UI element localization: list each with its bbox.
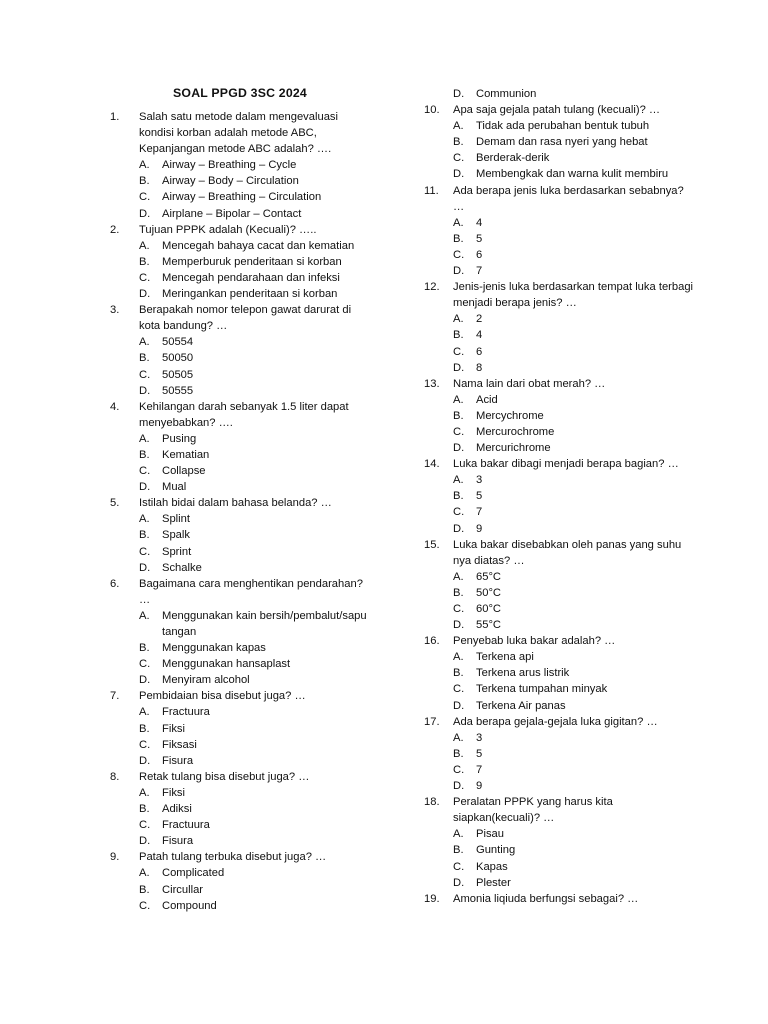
answer-option [110, 206, 370, 222]
question-item [110, 302, 370, 399]
option-letter: A. [453, 393, 464, 406]
option-letter: D. [453, 88, 465, 100]
question-item [424, 633, 694, 713]
option-text: Pusing [162, 432, 197, 445]
option-text: Mercurichrome [476, 442, 551, 455]
option-letter: C. [139, 899, 151, 912]
question-number: 14. [424, 458, 440, 471]
option-letter: D. [453, 442, 465, 455]
option-text: Adiksi [162, 803, 192, 816]
option-text: Terkena arus listrik [476, 667, 570, 680]
answer-option [110, 286, 370, 302]
option-text: 9 [476, 522, 483, 535]
document-title: SOAL PPGD 3SC 2024 [173, 86, 307, 100]
question-number: 3. [110, 304, 120, 317]
answer-option [424, 842, 694, 858]
answer-option [110, 254, 370, 270]
option-text: Pisau [476, 828, 504, 841]
answer-option [424, 360, 694, 376]
option-text: Airplane – Bipolar – Contact [162, 207, 302, 220]
option-letter: B. [453, 844, 464, 857]
answer-option [110, 511, 370, 527]
option-letter: C. [139, 738, 151, 751]
option-text: 7 [476, 265, 483, 278]
option-text: 50505 [162, 368, 194, 381]
option-text: Tidak ada perubahan bentuk tubuh [476, 120, 650, 133]
option-text: Meringankan penderitaan si korban [162, 288, 338, 301]
answer-option [424, 521, 694, 537]
option-text: 4 [476, 329, 483, 342]
question-number: 11. [424, 184, 439, 197]
question-item [110, 109, 370, 222]
question-stem [110, 109, 370, 157]
option-letter: D. [453, 876, 465, 889]
question-stem [424, 537, 694, 569]
answer-option [424, 875, 694, 891]
question-text: Nama lain dari obat merah? … [453, 377, 606, 390]
question-item [110, 688, 370, 768]
option-text: Terkena Air panas [476, 699, 566, 712]
question-text: Apa saja gejala patah tulang (kecuali)? … [453, 104, 661, 117]
option-letter: A. [453, 313, 464, 326]
answer-option [424, 601, 694, 617]
question-number: 6. [110, 577, 120, 590]
option-text: 50050 [162, 352, 194, 365]
option-text: 8 [476, 361, 483, 374]
question-number: 2. [110, 223, 120, 236]
answer-option [110, 238, 370, 254]
option-letter: A. [139, 336, 150, 349]
option-letter: A. [453, 216, 464, 229]
option-letter: D. [139, 481, 151, 494]
option-letter: C. [453, 860, 465, 873]
question-stem [424, 794, 694, 826]
question-stem [424, 279, 694, 311]
option-letter: C. [453, 763, 465, 776]
option-text: Terkena api [476, 651, 534, 664]
question-text: Ada berapa jenis luka berdasarkan sebabnya? … [453, 184, 684, 213]
option-letter: A. [453, 570, 464, 583]
option-letter: B. [453, 136, 464, 149]
option-letter: C. [453, 152, 465, 165]
question-text: Penyebab luka bakar adalah? … [453, 635, 616, 648]
option-letter: C. [453, 506, 465, 519]
answer-option [110, 334, 370, 350]
question-stem [424, 891, 694, 907]
option-text: Kematian [162, 448, 210, 461]
answer-option [424, 263, 694, 279]
answer-option [424, 504, 694, 520]
answer-option [110, 544, 370, 560]
option-text: Menyiram alcohol [162, 674, 250, 687]
answer-option [424, 150, 694, 166]
answer-option [110, 656, 370, 672]
answer-option [424, 488, 694, 504]
question-text: Luka bakar disebabkan oleh panas yang suhu nya diatas? … [453, 538, 682, 567]
answer-option [110, 704, 370, 720]
question-stem [110, 769, 370, 785]
question-item [110, 576, 370, 689]
option-text: Memperburuk penderitaan si korban [162, 255, 342, 268]
question-stem [424, 102, 694, 118]
option-letter: C. [453, 345, 465, 358]
answer-option [110, 157, 370, 173]
answer-option [110, 350, 370, 366]
question-stem [110, 576, 370, 608]
question-item [110, 849, 370, 913]
option-text: 6 [476, 248, 483, 261]
answer-option [110, 817, 370, 833]
question-number: 15. [424, 538, 440, 551]
option-text: Demam dan rasa nyeri yang hebat [476, 136, 648, 149]
answer-option [424, 392, 694, 408]
answer-option [110, 737, 370, 753]
option-text: Complicated [162, 867, 225, 880]
question-stem [110, 399, 370, 431]
option-letter: B. [139, 255, 150, 268]
question-item [424, 714, 694, 794]
question-number: 19. [424, 892, 440, 905]
option-letter: C. [139, 545, 151, 558]
option-text: Compound [162, 899, 217, 912]
option-text: Fisura [162, 754, 194, 767]
answer-option [110, 753, 370, 769]
question-number: 5. [110, 497, 120, 510]
answer-option [110, 367, 370, 383]
option-letter: B. [139, 448, 150, 461]
question-text: Luka bakar dibagi menjadi berapa bagian? … [453, 458, 679, 471]
option-text: Fractuura [162, 819, 210, 832]
answer-option [110, 431, 370, 447]
option-letter: B. [453, 232, 464, 245]
option-text: Acid [476, 393, 498, 406]
answer-option [424, 730, 694, 746]
option-letter: C. [139, 271, 151, 284]
option-text: 4 [476, 216, 483, 229]
option-letter: A. [139, 239, 150, 252]
answer-option [424, 408, 694, 424]
option-letter: C. [139, 465, 151, 478]
option-text: Circullar [162, 883, 204, 896]
answer-option [110, 882, 370, 898]
option-letter: D. [139, 561, 151, 574]
answer-option [424, 569, 694, 585]
question-stem [424, 183, 694, 215]
option-text: Fiksi [162, 786, 185, 799]
answer-option [110, 383, 370, 399]
option-letter: A. [139, 432, 150, 445]
question-stem [424, 714, 694, 730]
option-text: Plester [476, 876, 511, 889]
option-letter: D. [453, 619, 465, 632]
question-text: Istilah bidai dalam bahasa belanda? … [139, 497, 332, 510]
answer-option [424, 617, 694, 633]
option-letter: A. [453, 731, 464, 744]
option-text: 6 [476, 345, 483, 358]
answer-option [424, 86, 694, 102]
question-stem [110, 495, 370, 511]
option-text: Airway – Breathing – Circulation [162, 191, 322, 204]
option-text: 50554 [162, 336, 194, 349]
option-letter: A. [139, 786, 150, 799]
option-text: Menggunakan kain bersih/pembalut/sapu tangan [162, 609, 367, 638]
answer-option [110, 463, 370, 479]
answer-option [424, 134, 694, 150]
question-item [424, 794, 694, 891]
option-letter: C. [139, 819, 151, 832]
option-letter: A. [453, 120, 464, 133]
option-letter: B. [139, 883, 150, 896]
option-text: Berderak-derik [476, 152, 550, 165]
option-letter: B. [139, 803, 150, 816]
answer-option [110, 270, 370, 286]
answer-option [424, 859, 694, 875]
answer-option [110, 479, 370, 495]
left-column [110, 86, 370, 914]
answer-option [424, 778, 694, 794]
answer-option [424, 746, 694, 762]
question-number: 7. [110, 690, 120, 703]
option-letter: D. [139, 674, 151, 687]
option-letter: C. [453, 603, 465, 615]
answer-option [424, 424, 694, 440]
option-text: 5 [476, 490, 483, 503]
option-text: 5 [476, 747, 483, 760]
answer-option [424, 311, 694, 327]
option-letter: C. [139, 191, 151, 204]
option-text: Sprint [162, 545, 192, 558]
answer-option [110, 865, 370, 881]
option-text: 5 [476, 232, 483, 245]
option-text: 7 [476, 763, 483, 776]
answer-option [424, 585, 694, 601]
question-item [424, 279, 694, 376]
option-text: 3 [476, 731, 483, 744]
option-letter: D. [139, 207, 151, 220]
question-number: 13. [424, 377, 440, 390]
question-text: Ada berapa gejala-gejala luka gigitan? … [453, 715, 658, 728]
answer-option [424, 665, 694, 681]
option-letter: B. [453, 409, 464, 422]
answer-option [424, 440, 694, 456]
answer-option [110, 721, 370, 737]
answer-option [424, 681, 694, 697]
answer-option [110, 672, 370, 688]
question-stem [424, 456, 694, 472]
option-text: Menggunakan hansaplast [162, 658, 291, 671]
option-letter: D. [453, 265, 465, 278]
question-text: Berapakah nomor telepon gawat darurat di kota bandung? … [139, 304, 352, 333]
answer-option [110, 189, 370, 205]
question-text: Peralatan PPPK yang harus kita siapkan(kecuali)? … [453, 796, 613, 825]
option-text: 2 [476, 313, 483, 326]
option-letter: C. [453, 248, 465, 261]
question-item [424, 102, 694, 182]
answer-option [110, 833, 370, 849]
answer-option [110, 640, 370, 656]
answer-option [424, 166, 694, 182]
option-letter: D. [139, 754, 151, 767]
question-text: Amonia liqiuda berfungsi sebagai? … [453, 892, 639, 905]
answer-option [424, 247, 694, 263]
option-text: Fractuura [162, 706, 210, 719]
answer-option [424, 698, 694, 714]
option-letter: D. [139, 288, 151, 301]
option-text: Collapse [162, 465, 206, 478]
option-letter: C. [139, 368, 151, 381]
option-letter: C. [453, 683, 465, 696]
option-text: Airway – Body – Circulation [162, 175, 299, 188]
question-number: 10. [424, 104, 440, 117]
option-letter: B. [139, 175, 150, 188]
option-text: Kapas [476, 860, 508, 873]
question-text: Kehilangan darah sebanyak 1.5 liter dapat menyebabkan? …. [139, 400, 349, 429]
option-letter: B. [453, 586, 464, 599]
question-text: Tujuan PPPK adalah (Kecuali)? ….. [139, 223, 317, 236]
option-letter: C. [453, 425, 465, 438]
option-letter: A. [453, 828, 464, 841]
option-letter: A. [453, 474, 464, 487]
question-number: 1. [110, 111, 120, 123]
question-number: 12. [424, 281, 440, 294]
option-text: Mercurochrome [476, 425, 555, 438]
option-text: Mercychrome [476, 409, 544, 422]
question-text: Bagaimana cara menghentikan pendarahan? … [139, 577, 363, 606]
question-number: 18. [424, 796, 440, 809]
question-text: Pembidaian bisa disebut juga? … [139, 690, 306, 703]
option-letter: B. [453, 747, 464, 760]
question-item [110, 769, 370, 849]
option-letter: D. [453, 780, 465, 793]
answer-option [110, 527, 370, 543]
option-letter: B. [453, 667, 464, 680]
question-text: Patah tulang terbuka disebut juga? … [139, 851, 327, 864]
question-item [424, 183, 694, 280]
question-item [424, 376, 694, 456]
option-text: Airway – Breathing – Cycle [162, 159, 297, 172]
question-number: 17. [424, 715, 440, 728]
option-text: Communion [476, 88, 537, 100]
option-text: Mencegah pendarahaan dan infeksi [162, 271, 340, 284]
answer-option [424, 231, 694, 247]
option-text: Fisura [162, 835, 194, 848]
question-item [110, 399, 370, 496]
option-letter: B. [139, 722, 150, 735]
option-letter: A. [139, 706, 150, 719]
right-question-list [424, 102, 694, 907]
option-text: Gunting [476, 844, 516, 857]
option-text: Membengkak dan warna kulit membiru [476, 168, 669, 181]
option-letter: D. [453, 699, 465, 712]
question-number: 4. [110, 400, 120, 413]
option-letter: A. [139, 609, 150, 622]
option-text: 60°C [476, 603, 501, 615]
option-letter: A. [139, 867, 150, 880]
option-letter: D. [453, 168, 465, 181]
left-question-list [110, 109, 370, 914]
question-item [424, 891, 694, 907]
answer-option [424, 327, 694, 343]
answer-option [424, 649, 694, 665]
question-stem [110, 688, 370, 704]
option-letter: B. [139, 642, 150, 655]
answer-option [110, 898, 370, 914]
question-item [424, 456, 694, 536]
question-text: Salah satu metode dalam mengevaluasi kondisi korban adalah metode ABC, Kepanjangan metode ABC adalah? …. [139, 111, 339, 156]
answer-option [110, 801, 370, 817]
answer-option [110, 785, 370, 801]
option-letter: B. [139, 352, 150, 365]
option-text: Schalke [162, 561, 202, 574]
question-stem [424, 633, 694, 649]
question-number: 9. [110, 851, 120, 864]
answer-option [424, 118, 694, 134]
option-text: 65°C [476, 570, 501, 583]
answer-option [424, 215, 694, 231]
option-letter: A. [139, 159, 150, 172]
question-text: Retak tulang bisa disebut juga? … [139, 770, 310, 783]
option-text: Fiksi [162, 722, 185, 735]
option-letter: B. [453, 490, 464, 503]
answer-option [424, 344, 694, 360]
question-item [110, 222, 370, 302]
answer-option [424, 472, 694, 488]
option-letter: A. [453, 651, 464, 664]
option-text: Terkena tumpahan minyak [476, 683, 608, 696]
question-stem [110, 302, 370, 334]
option-text: 50°C [476, 586, 501, 599]
option-letter: D. [453, 361, 465, 374]
option-text: Fiksasi [162, 738, 197, 751]
answer-option [110, 560, 370, 576]
option-text: 3 [476, 474, 483, 487]
option-text: 55°C [476, 619, 501, 632]
option-text: Mual [162, 481, 187, 494]
question-stem [110, 849, 370, 865]
right-column [424, 86, 694, 907]
option-letter: C. [139, 658, 151, 671]
option-text: 7 [476, 506, 483, 519]
option-letter: B. [139, 529, 150, 542]
option-letter: D. [453, 522, 465, 535]
question-stem [110, 222, 370, 238]
option-text: 9 [476, 780, 483, 793]
question-number: 8. [110, 770, 120, 783]
question-stem [424, 376, 694, 392]
option-text: Splint [162, 513, 190, 526]
option-text: 50555 [162, 384, 194, 397]
answer-option [110, 447, 370, 463]
option-letter: D. [139, 384, 151, 397]
answer-option [110, 608, 370, 640]
question-text: Jenis-jenis luka berdasarkan tempat luka terbagi menjadi berapa jenis? … [453, 281, 694, 310]
question-item [110, 495, 370, 575]
answer-option [424, 762, 694, 778]
option-text: Menggunakan kapas [162, 642, 266, 655]
option-letter: D. [139, 835, 151, 848]
question-number: 16. [424, 635, 440, 648]
question-item [424, 537, 694, 634]
answer-option [110, 173, 370, 189]
option-text: Spalk [162, 529, 190, 542]
option-letter: B. [453, 329, 464, 342]
option-text: Mencegah bahaya cacat dan kematian [162, 239, 355, 252]
answer-option [424, 826, 694, 842]
option-letter: A. [139, 513, 150, 526]
